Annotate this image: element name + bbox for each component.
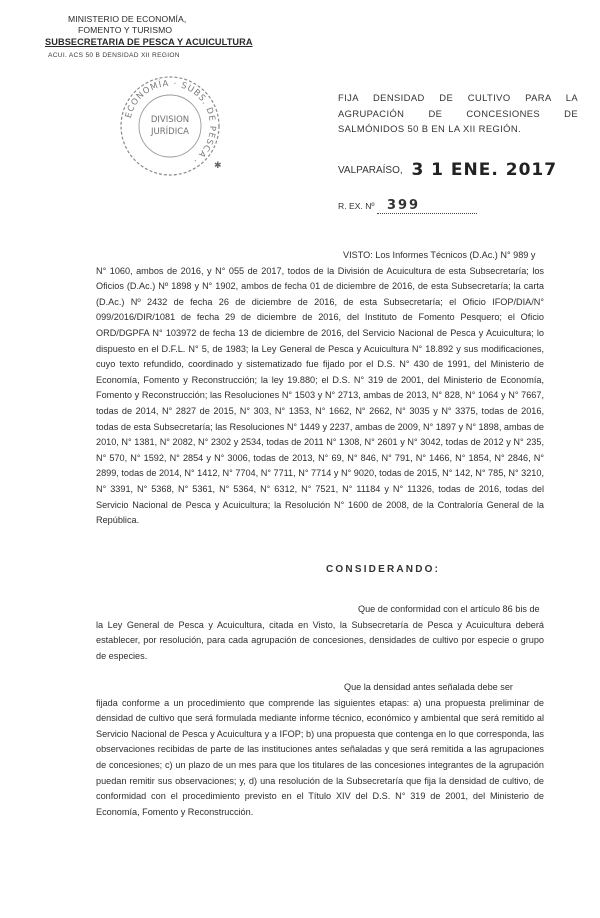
considerando-title: CONSIDERANDO:	[326, 564, 441, 575]
resolution-number-line	[338, 198, 477, 214]
subsecretaria-title: SUBSECRETARIA DE PESCA Y ACUICULTURA	[45, 37, 253, 47]
resolution-subject: FIJA DENSIDAD DE CULTIVO PARA LA AGRUPACIÓN DE CONCESIONES DE SALMÓNIDOS 50 B EN LA XII REGIÓN.	[338, 92, 578, 134]
ministry-line-2: FOMENTO Y TURISMO	[78, 25, 173, 35]
official-seal-stamp	[116, 72, 224, 180]
ministry-line-1: MINISTERIO DE ECONOMÍA,	[68, 14, 187, 24]
stamp-center-line-1: DIVISION	[150, 115, 190, 125]
visto-lead: VISTO: Los Informes Técnicos (D.Ac.) N° 989 y	[343, 250, 536, 260]
resolution-number: 399	[377, 198, 477, 214]
resolution-label: R. EX. Nº	[338, 201, 375, 211]
stamp-ring-text: ECONOMÍA · SUBS. DE PESCA ·	[123, 78, 218, 166]
dateline	[338, 160, 557, 180]
reference-code: ACUI. ACS 50 B DENSIDAD XII REGION	[48, 52, 180, 59]
considerando-p1-body: la Ley General de Pesca y Acuicultura, citada en Visto, la Subsecretaría de Pesca y Acuicultura deberá establecer, por resolución, para cada agrupación de concesiones, densidades de cultivo por especie o grupo de especies.	[96, 619, 544, 661]
considerando-paragraph-2	[96, 680, 544, 820]
considerando-paragraph-1	[96, 602, 544, 664]
visto-body: N° 1060, ambos de 2016, y N° 055 de 2017, todos de la División de Acuicultura de esta Subsecretaría; los Oficios (D.Ac.) Nº 1898 y N° 1902, ambos de fecha 01 de diciembre de 2016, de esta Subsecretaría; la carta (D.Ac.) Nº 2432 de fecha 26 de diciembre de 2016, de esta Subsecretaría; el Oficio IFOP/DIA/N° 099/2016/DIR/1081 de fecha 29 de diciembre de 2016, del Instituto de Fomento Pesquero; el Oficio ORD/DGPFA N° 103972 de fecha 13 de diciembre de 2016, del Servicio Nacional de Pesca y Acuicultura; lo dispuesto en el D.F.L. N° 5, de 1983; la Ley General de Pesca y Acuicultura N° 18.892 y sus modificaciones, cuyo texto refundido, coordinado y sistematizado fue fijado por el D.S. N° 430 de 1991, del Ministerio de Economía, Fomento y Reconstrucción; la ley 19.880; el D.S. N° 319 de 2001, del Ministerio de Economía, Fomento y Reconstrucción; las Resoluciones N° 1503 y N° 2713, ambas de 2013, N° 828, N° 1064 y N° 7667, todas de 2014, N° 2827 de 2015, N° 303, N° 1353, N° 1662, N° 2662, N° 3035 y N° 3375, todas de 2016, todas de esta Subsecretaría; las Resoluciones N° 1449 y 2237, ambas de 2009, N° 1897 y N° 1898, ambas de 2010, N° 1381, N° 2082, N° 2302 y 2534, todas de 2011 N° 1308, N° 2601 y N° 3042, todas de 2012 y N° 235, N° 570, N° 1592, N° 2854 y N° 3006, todas de 2013, N° 69, N° 846, N° 791, N° 1466, N° 1854, N° 2846, N° 2899, todas de 2014, N° 1412, N° 7704, N° 7711, N° 7714 y N° 9020, todas de 2015, N° 142, N° 785, N° 3210, N° 3391, N° 5368, N° 5361, N° 5364, N° 6312, N° 7521, N° 11184 y N° 11326, todas de 2016, todas del Servicio Nacional de Pesca y Acuicultura; la Resolución N° 1600 de 2008, de la Contraloría General de la República.	[96, 265, 544, 526]
considerando-p2-body: fijada conforme a un procedimiento que comprende las siguientes etapas: a) una propuesta preliminar de densidad de cultivo que será formulada mediante informe técnico, económico y ambiental que será remitido al Servicio Nacional de Pesca y Acuicultura y a IFOP; b) una propuesta que contenga en lo que corresponda, las observaciones recibidas de parte de las instituciones antes señaladas y que será remitida a las agrupaciones de concesiones; c) un plazo de un mes para que los titulares de las concesiones integrantes de la agrupación puedan remitir sus observaciones; y, d) una resolución de la Subsecretaría que fija la densidad de cultivo, de conformidad con el procedimiento previsto en el Título XIV del D.S. N° 319 de 2001, del Ministerio de Economía, Fomento y Reconstrucción.	[96, 697, 544, 817]
dateline-city: VALPARAÍSO,	[338, 165, 403, 176]
considerando-p2-lead: Que la densidad antes señalada debe ser	[344, 682, 513, 692]
considerando-p1-lead: Que de conformidad con el artículo 86 bis de	[358, 604, 540, 614]
stamp-center-line-2: JURÍDICA	[151, 127, 189, 137]
visto-section	[96, 248, 544, 529]
stamp-star-icon: ✱	[214, 160, 222, 170]
dateline-date-stamp: 3 1 ENE. 2017	[411, 160, 558, 180]
